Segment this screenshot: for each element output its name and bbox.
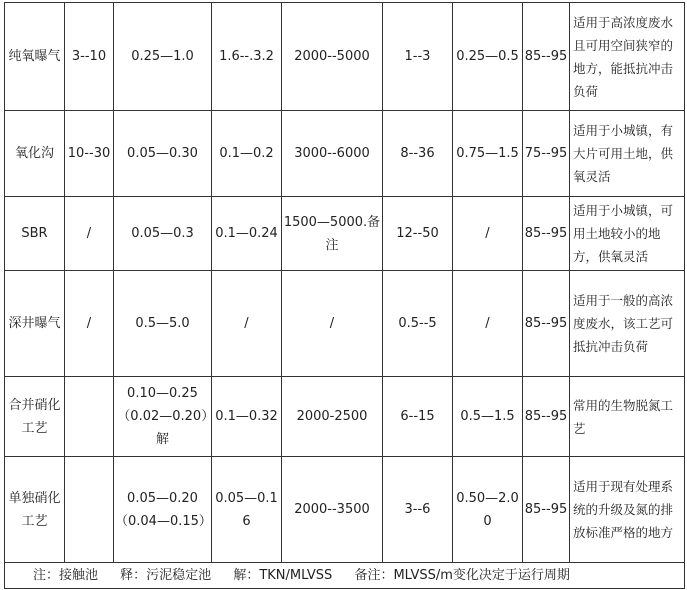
process-name: 纯氧曝气 bbox=[5, 3, 65, 111]
cell-value: 85--95 bbox=[523, 197, 570, 271]
process-name: 单独硝化工艺 bbox=[5, 457, 65, 563]
process-description: 适用于现有处理系统的升级及氮的排放标准严格的地方 bbox=[570, 457, 685, 563]
process-name: 深井曝气 bbox=[5, 271, 65, 377]
process-description: 适用于小城镇，有大片可用土地，供氧灵活 bbox=[570, 111, 685, 197]
process-parameter-table bbox=[4, 2, 685, 589]
cell-value: 0.1—0.32 bbox=[212, 377, 282, 457]
cell-value: 8--36 bbox=[383, 111, 453, 197]
cell-value: 0.05—0.20（0.04—0.15） bbox=[114, 457, 212, 563]
cell-value: 0.5—1.5 bbox=[453, 377, 523, 457]
cell-value: 6--15 bbox=[383, 377, 453, 457]
process-description: 适用于小城镇，可用土地较小的地方，供氧灵活 bbox=[570, 197, 685, 271]
cell-value: / bbox=[453, 197, 523, 271]
cell-value: 0.25—1.0 bbox=[114, 3, 212, 111]
cell-value: 12--50 bbox=[383, 197, 453, 271]
cell-value: 0.05—0.3 bbox=[114, 197, 212, 271]
cell-value: 0.5--5 bbox=[383, 271, 453, 377]
cell-value: 0.10—0.25（0.02—0.20）解 bbox=[114, 377, 212, 457]
cell-value: 2000-2500 bbox=[282, 377, 383, 457]
cell-value: 0.05—0.30 bbox=[114, 111, 212, 197]
cell-value: 0.75—1.5 bbox=[453, 111, 523, 197]
cell-value: / bbox=[453, 271, 523, 377]
cell-value bbox=[65, 457, 114, 563]
cell-value: / bbox=[65, 271, 114, 377]
process-description: 适用于一般的高浓度废水，该工艺可抵抗冲击负荷 bbox=[570, 271, 685, 377]
cell-value: 0.05—0.16 bbox=[212, 457, 282, 563]
cell-value: 1.6--.3.2 bbox=[212, 3, 282, 111]
table-row bbox=[5, 111, 685, 197]
footnote-tkn: 解：TKN/MLVSS bbox=[233, 568, 333, 583]
cell-value: 1--3 bbox=[383, 3, 453, 111]
cell-value: / bbox=[65, 197, 114, 271]
table-row bbox=[5, 3, 685, 111]
cell-value: 85--95 bbox=[523, 3, 570, 111]
cell-value: 3--6 bbox=[383, 457, 453, 563]
footnote bbox=[5, 563, 685, 589]
table-row bbox=[5, 271, 685, 377]
cell-value: / bbox=[282, 271, 383, 377]
process-name: SBR bbox=[5, 197, 65, 271]
table-row bbox=[5, 457, 685, 563]
cell-value: 1500—5000.备注 bbox=[282, 197, 383, 271]
cell-value: 0.5—5.0 bbox=[114, 271, 212, 377]
footnote-sludge-stabilization: 释：污泥稳定池 bbox=[120, 568, 212, 583]
cell-value: 85--95 bbox=[523, 377, 570, 457]
cell-value: 0.50—2.00 bbox=[453, 457, 523, 563]
process-name: 合并硝化工艺 bbox=[5, 377, 65, 457]
process-name: 氧化沟 bbox=[5, 111, 65, 197]
cell-value: 3--10 bbox=[65, 3, 114, 111]
cell-value: 85--95 bbox=[523, 271, 570, 377]
cell-value: 3000--6000 bbox=[282, 111, 383, 197]
cell-value: 2000--3500 bbox=[282, 457, 383, 563]
cell-value: 2000--5000 bbox=[282, 3, 383, 111]
cell-value: 0.1—0.2 bbox=[212, 111, 282, 197]
table-row bbox=[5, 197, 685, 271]
footnote-remark: 备注：MLVSS/m变化决定于运行周期 bbox=[354, 568, 570, 583]
cell-value: 85--95 bbox=[523, 457, 570, 563]
cell-value: 10--30 bbox=[65, 111, 114, 197]
cell-value bbox=[65, 377, 114, 457]
footnote-row bbox=[5, 563, 685, 589]
cell-value: / bbox=[212, 271, 282, 377]
footnote-contact-tank: 注：接触池 bbox=[33, 568, 99, 583]
cell-value: 75--95 bbox=[523, 111, 570, 197]
cell-value: 0.25—0.5 bbox=[453, 3, 523, 111]
process-description: 适用于高浓度废水且可用空间狭窄的地方，能抵抗冲击负荷 bbox=[570, 3, 685, 111]
table-row bbox=[5, 377, 685, 457]
process-description: 常用的生物脱氮工艺 bbox=[570, 377, 685, 457]
cell-value: 0.1—0.24 bbox=[212, 197, 282, 271]
